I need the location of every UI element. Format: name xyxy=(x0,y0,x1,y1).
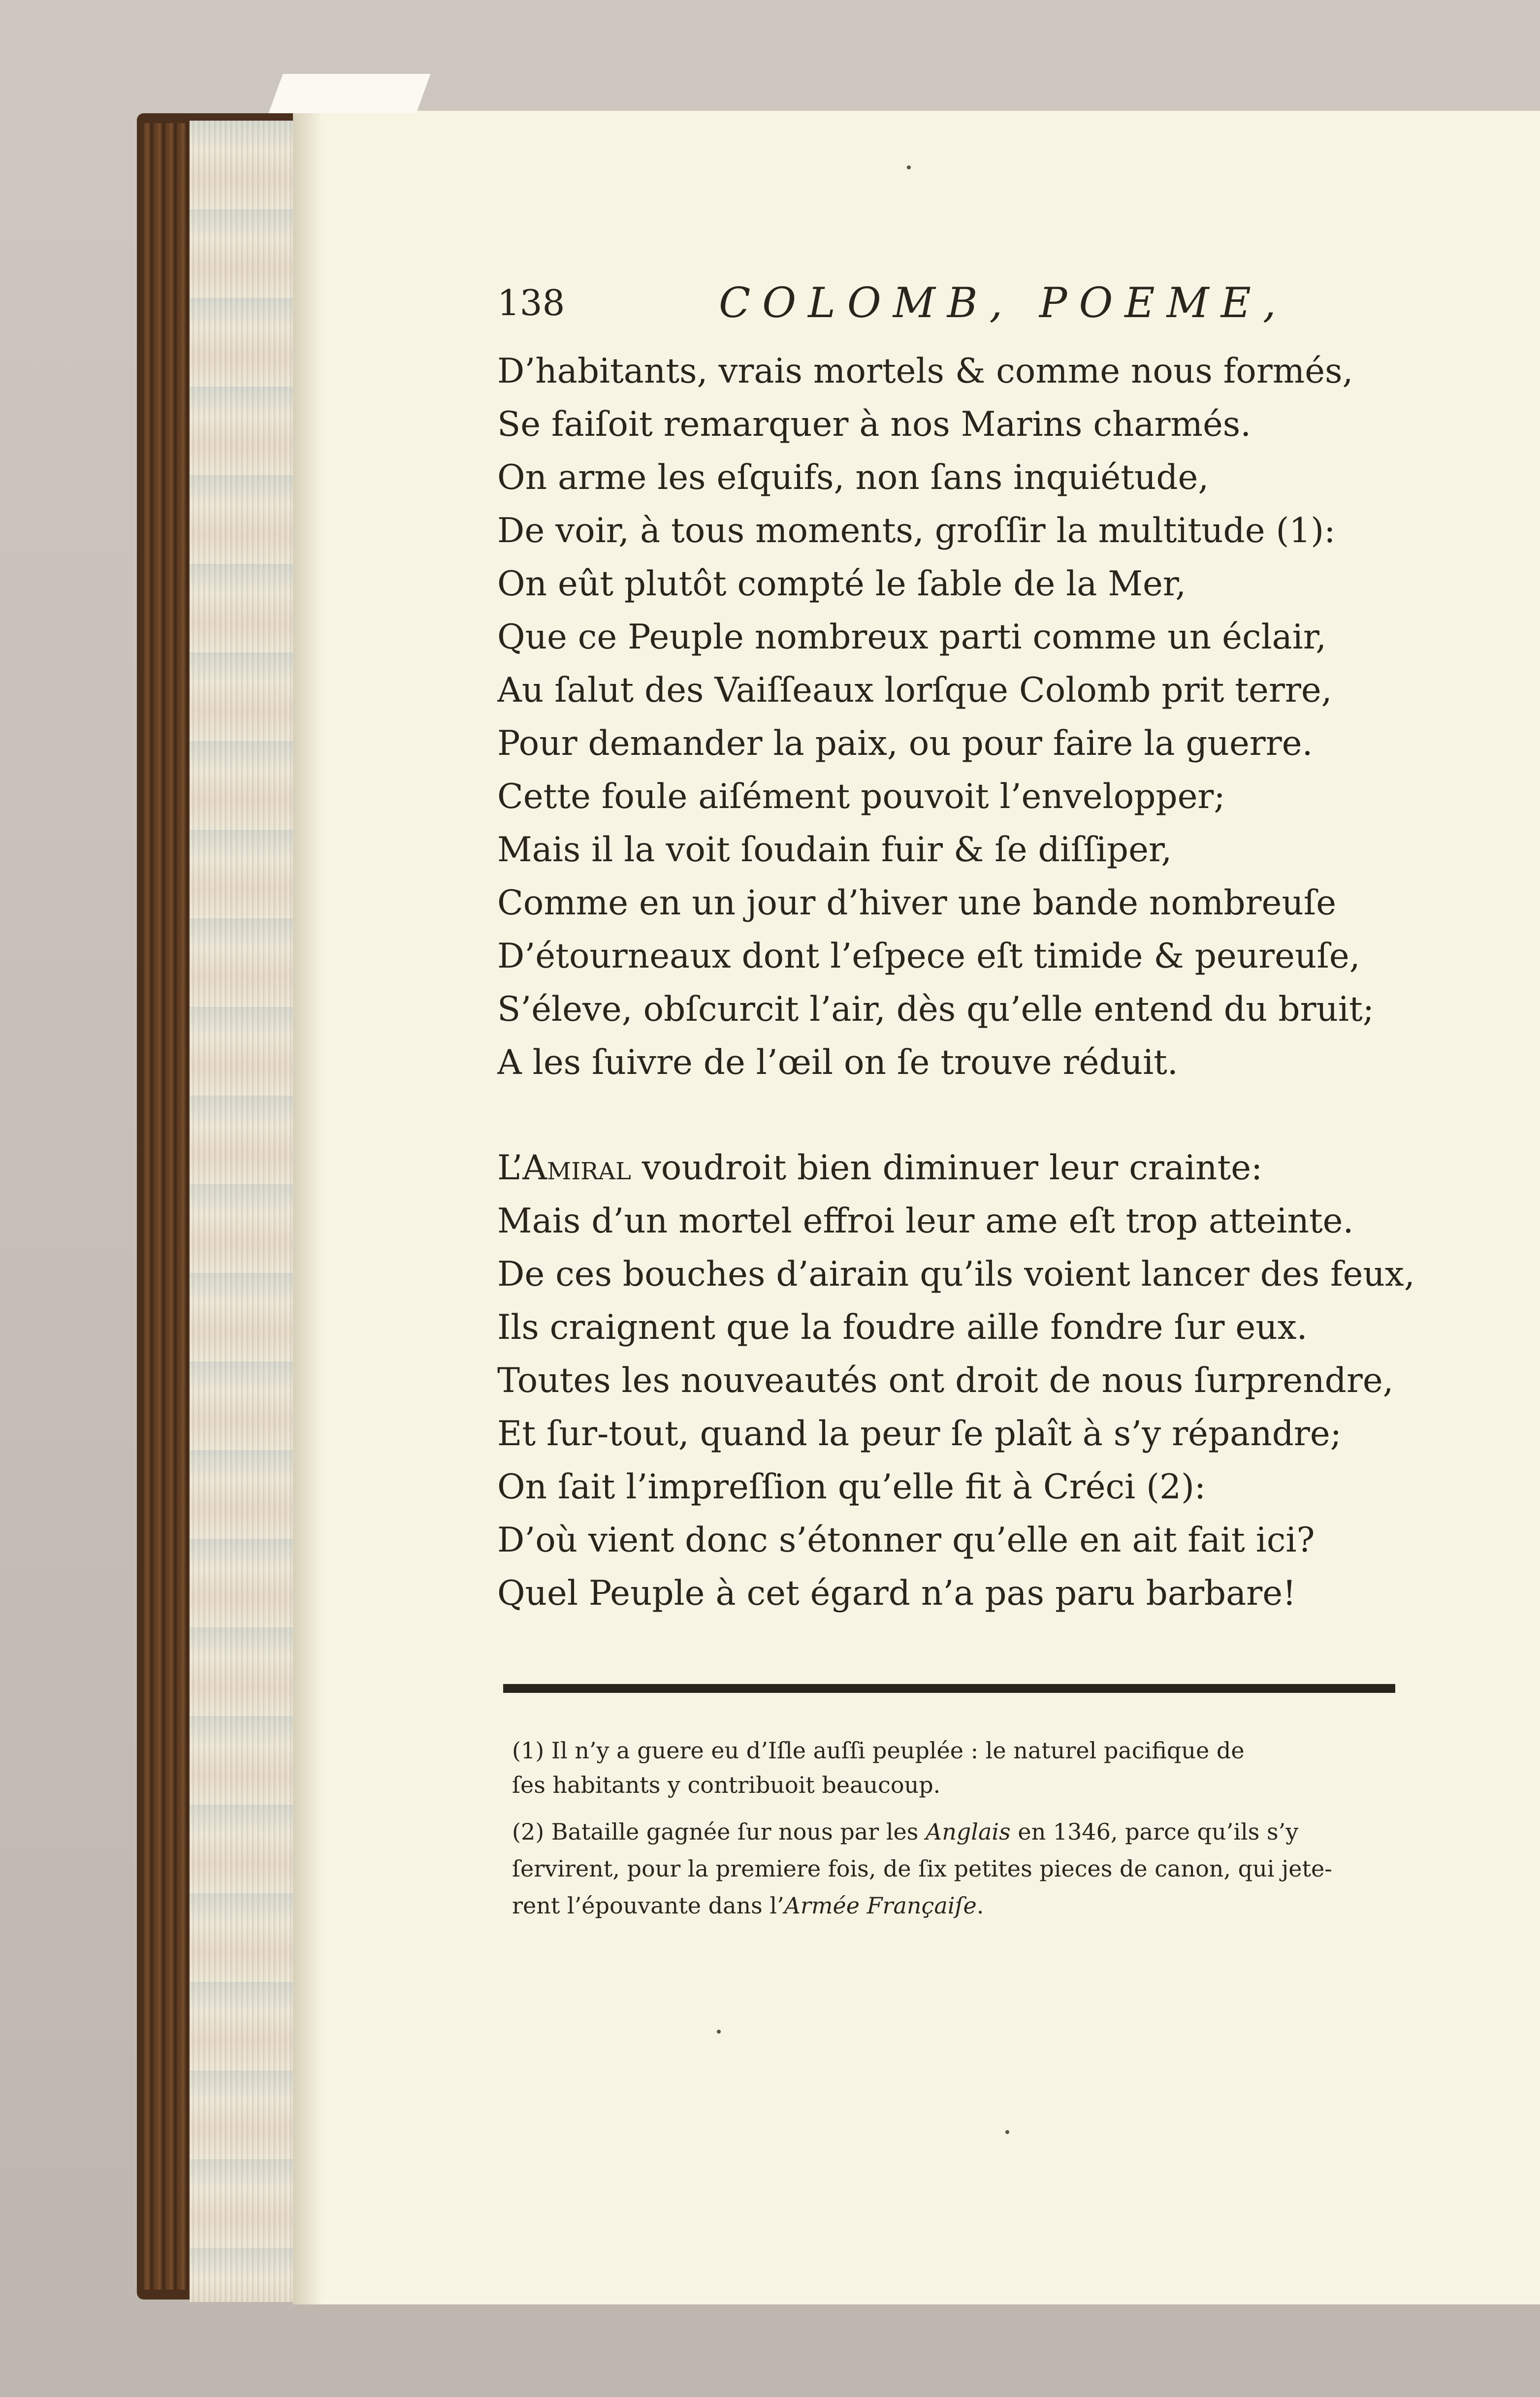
page-number: 138 xyxy=(497,282,565,324)
verse-line: Cette foule aiſément pouvoit l’envelopper; xyxy=(497,777,1225,816)
paper-speck xyxy=(717,2030,721,2034)
verse-line: Que ce Peuple nombreux parti comme un éclair, xyxy=(497,617,1327,657)
paper-tab xyxy=(268,74,430,113)
footnote-2-line xyxy=(512,1888,1423,1923)
paper-speck xyxy=(1005,2130,1009,2134)
footnote-rule xyxy=(503,1684,1395,1693)
running-title: COLOMB, POEME, xyxy=(719,279,1288,327)
verse-line: Ils craignent que la foudre aille fondre ſur eux. xyxy=(497,1308,1308,1347)
verse-line: Mais il la voit ſoudain fuir & ſe diſſiper, xyxy=(497,830,1172,870)
paper-speck xyxy=(907,165,911,169)
verse-line: Au ſalut des Vaiſſeaux lorſque Colomb prit terre, xyxy=(497,671,1332,710)
verse-rest: voudroit bien diminuer leur crainte: xyxy=(631,1148,1263,1188)
verse-line: On arme les eſquifs, non ſans inquiétude, xyxy=(497,458,1209,497)
footnote-italic: Armée Françaiſe xyxy=(784,1892,977,1919)
footnote-text: . xyxy=(976,1892,984,1919)
verse-line: On ſait l’impreſſion qu’elle fit à Créci (2): xyxy=(497,1467,1206,1507)
verse-line: Mais d’un mortel effroi leur ame eſt trop atteinte. xyxy=(497,1201,1354,1241)
footnote-text: (2) Bataille gagnée ſur nous par les xyxy=(512,1818,926,1845)
verse-line: Pour demander la paix, ou pour faire la guerre. xyxy=(497,724,1313,763)
verse-line: Toutes les nouveautés ont droit de nous ſurprendre, xyxy=(497,1361,1394,1400)
gutter-shadow xyxy=(293,111,322,2304)
verse-line: De ces bouches d’airain qu’ils voient lancer des feux, xyxy=(497,1255,1415,1294)
verse-line: D’où vient donc s’étonner qu’elle en ait fait ici? xyxy=(497,1521,1315,1560)
verse-line: A les ſuivre de l’œil on ſe trouve réduit. xyxy=(497,1043,1178,1082)
verse-line: D’étourneaux dont l’eſpece eſt timide & peureuſe, xyxy=(497,937,1360,976)
book-spine xyxy=(144,123,191,2290)
footnote-2-line xyxy=(512,1814,1423,1849)
verse-line: Se faiſoit remarquer à nos Marins charmés. xyxy=(497,405,1251,444)
verse-line: S’éleve, obſcurcit l’air, dès qu’elle entend du bruit; xyxy=(497,990,1374,1029)
verse-line: D’habitants, vrais mortels & comme nous formés, xyxy=(497,352,1353,391)
verse-lead: L’ xyxy=(497,1148,523,1188)
verse-line: Et ſur-tout, quand la peur ſe plaît à s’y répandre; xyxy=(497,1414,1342,1454)
verse-line: De voir, à tous moments, groſſir la multitude (1): xyxy=(497,511,1336,551)
footnote-text: en 1346, parce qu’ils s’y xyxy=(1010,1818,1299,1845)
verse-line: On eût plutôt compté le ſable de la Mer, xyxy=(497,564,1187,604)
verse-line-amiral xyxy=(497,1141,1423,1195)
verse-line: Comme en un jour d’hiver une bande nombreuſe xyxy=(497,883,1337,923)
footnote-italic: Anglais xyxy=(926,1818,1011,1845)
footnote-2-line: ſervirent, pour la premiere fois, de ſix petites pieces de canon, qui jete- xyxy=(512,1855,1332,1882)
footnote-1-line: (1) Il n’y a guere eu d’Iſle auſſi peuplée : le naturel pacifique de xyxy=(512,1737,1245,1764)
page-header xyxy=(497,278,1433,337)
footnote-text: rent l’épouvante dans l’ xyxy=(512,1892,784,1919)
verse-smallcaps: Amiral xyxy=(522,1148,631,1188)
page-edges xyxy=(190,121,294,2302)
verse-line: Quel Peuple à cet égard n’a pas paru barbare! xyxy=(497,1574,1296,1613)
footnote-1-line: ſes habitants y contribuoit beaucoup. xyxy=(512,1772,941,1798)
